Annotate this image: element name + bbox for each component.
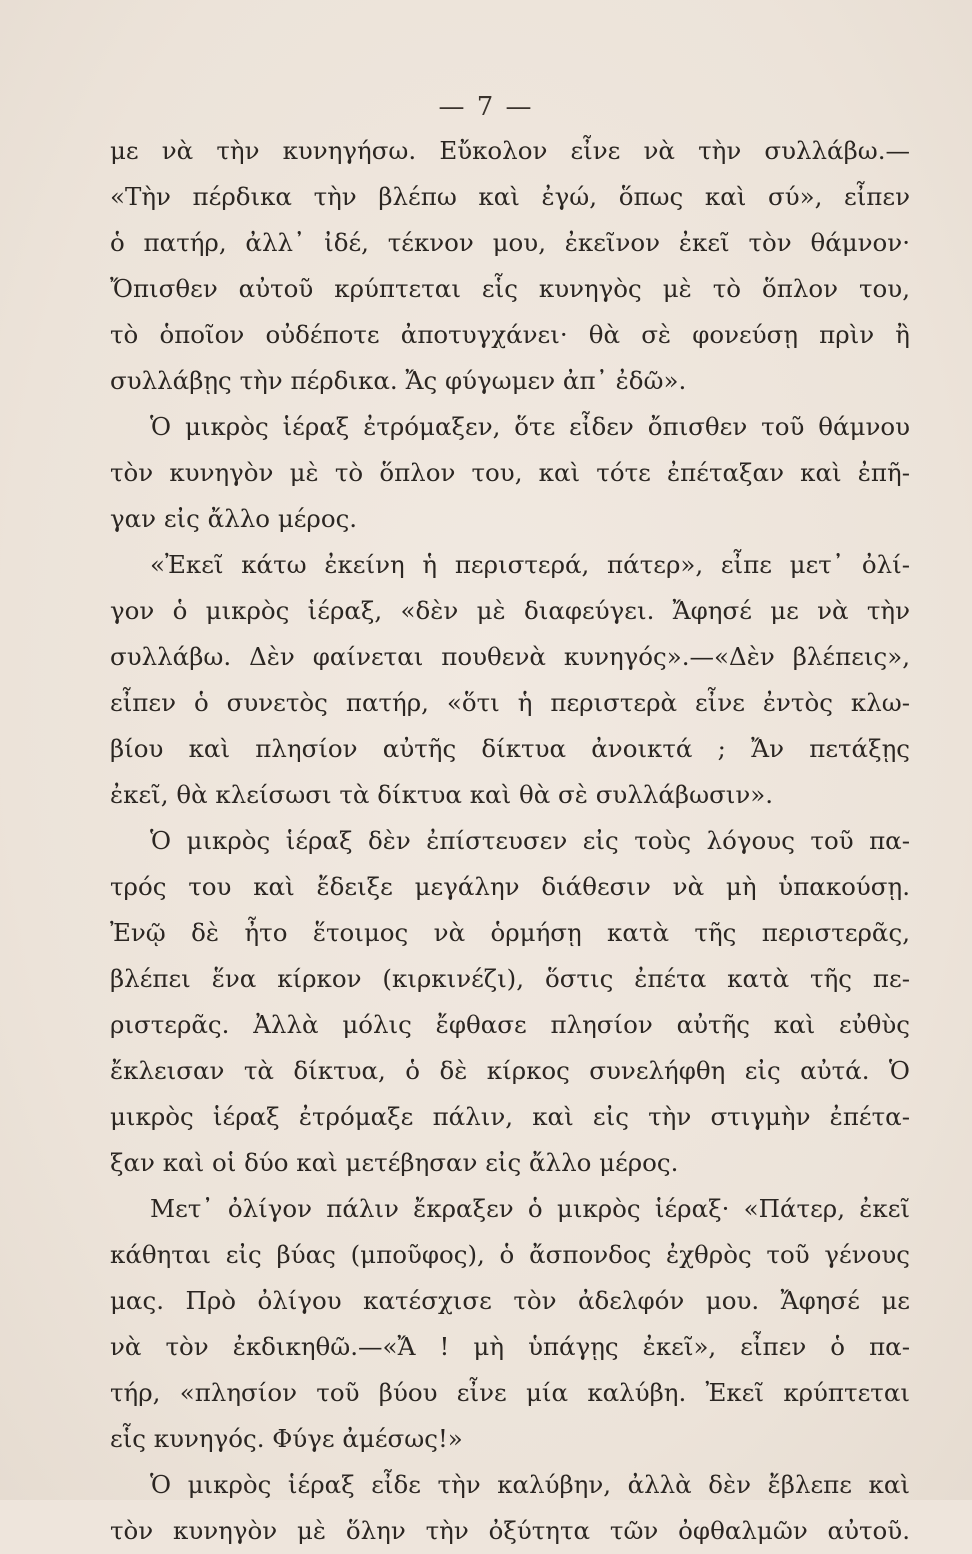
- text-line: «Ἐκεῖ κάτω ἐκείνη ἡ περιστερά, πάτερ», εἶπε μετ᾽ ὀλί-: [150, 550, 910, 579]
- text-line: βλέπει ἕνα κίρκον (κιρκινέζι), ὅστις ἐπέτα κατὰ τῆς πε-: [110, 964, 910, 993]
- text-line: συλλάβῃς τὴν πέρδικα. Ἄς φύγωμεν ἀπ᾽ ἐδῶ».: [110, 366, 687, 395]
- text-line: Ἐνῷ δὲ ἦτο ἕτοιμος νὰ ὁρμήσῃ κατὰ τῆς περιστερᾶς,: [110, 918, 910, 947]
- page-number: — 7 —: [438, 92, 534, 122]
- text-line: συλλάβω. Δὲν φαίνεται πουθενὰ κυνηγός».—«Δὲν βλέπεις»,: [110, 642, 910, 671]
- text-line: κάθηται εἰς βύας (μποῦφος), ὁ ἄσπονδος ἐχθρὸς τοῦ γένους: [110, 1240, 910, 1269]
- body-text: [110, 128, 910, 1554]
- text-line: τήρ, «πλησίον τοῦ βύου εἶνε μία καλύβη. Ἐκεῖ κρύπτεται: [110, 1378, 910, 1407]
- text-line: «Τὴν πέρδικα τὴν βλέπω καὶ ἐγώ, ὅπως καὶ σύ», εἶπεν: [110, 182, 910, 211]
- text-line: Μετ᾽ ὀλίγον πάλιν ἔκραξεν ὁ μικρὸς ἱέραξ· «Πάτερ, ἐκεῖ: [150, 1194, 910, 1223]
- text-line: τὸ ὁποῖον οὐδέποτε ἀποτυγχάνει· θὰ σὲ φονεύσῃ πρὶν ἢ: [110, 320, 910, 349]
- text-line: Ὄπισθεν αὐτοῦ κρύπτεται εἷς κυνηγὸς μὲ τὸ ὅπλον του,: [110, 274, 910, 303]
- text-line: τὸν κυνηγὸν μὲ τὸ ὅπλον του, καὶ τότε ἐπέταξαν καὶ ἐπῆ-: [110, 458, 910, 487]
- text-line: νὰ τὸν ἐκδικηθῶ.—«Ἄ ! μὴ ὑπάγῃς ἐκεῖ», εἶπεν ὁ πα-: [110, 1332, 910, 1361]
- text-line: γαν εἰς ἄλλο μέρος.: [110, 504, 358, 533]
- text-line: Ὁ μικρὸς ἱέραξ δὲν ἐπίστευσεν εἰς τοὺς λόγους τοῦ πα-: [150, 826, 910, 855]
- text-line: εἶπεν ὁ συνετὸς πατήρ, «ὅτι ἡ περιστερὰ εἶνε ἐντὸς κλω-: [110, 688, 910, 717]
- text-line: Ὁ μικρὸς ἱέραξ ἐτρόμαξεν, ὅτε εἶδεν ὄπισθεν τοῦ θάμνου: [150, 412, 910, 441]
- text-line: τρός του καὶ ἔδειξε μεγάλην διάθεσιν νὰ μὴ ὑπακούσῃ.: [110, 872, 910, 901]
- text-line: εἷς κυνηγός. Φύγε ἀμέσως!»: [110, 1424, 463, 1453]
- text-line: γον ὁ μικρὸς ἱέραξ, «δὲν μὲ διαφεύγει. Ἄφησέ με νὰ τὴν: [110, 596, 910, 625]
- text-line: με νὰ τὴν κυνηγήσω. Εὔκολον εἶνε νὰ τὴν συλλάβω.—: [110, 136, 910, 165]
- text-line: Ὁ μικρὸς ἱέραξ εἶδε τὴν καλύβην, ἀλλὰ δὲν ἔβλεπε καὶ: [150, 1470, 910, 1499]
- text-line: ἔκλεισαν τὰ δίκτυα, ὁ δὲ κίρκος συνελήφθη εἰς αὐτά. Ὁ: [110, 1056, 910, 1085]
- text-line: ὁ πατήρ, ἀλλ᾽ ἰδέ, τέκνον μου, ἐκεῖνον ἐκεῖ τὸν θάμνον·: [110, 228, 910, 257]
- text-line: μας. Πρὸ ὀλίγου κατέσχισε τὸν ἀδελφόν μου. Ἄφησέ με: [110, 1286, 910, 1315]
- text-line: βίου καὶ πλησίον αὐτῆς δίκτυα ἀνοικτά ; Ἄν πετάξῃς: [110, 734, 910, 763]
- text-line: τὸν κυνηγὸν μὲ ὅλην τὴν ὀξύτητα τῶν ὀφθαλμῶν αὐτοῦ.: [110, 1516, 910, 1545]
- text-line: ριστερᾶς. Ἀλλὰ μόλις ἔφθασε πλησίον αὐτῆς καὶ εὐθὺς: [110, 1010, 910, 1039]
- text-line: ξαν καὶ οἱ δύο καὶ μετέβησαν εἰς ἄλλο μέρος.: [110, 1148, 679, 1177]
- text-line: ἐκεῖ, θὰ κλείσωσι τὰ δίκτυα καὶ θὰ σὲ συλλάβωσιν».: [110, 780, 774, 809]
- text-line: μικρὸς ἱέραξ ἐτρόμαξε πάλιν, καὶ εἰς τὴν στιγμὴν ἐπέτα-: [110, 1102, 910, 1131]
